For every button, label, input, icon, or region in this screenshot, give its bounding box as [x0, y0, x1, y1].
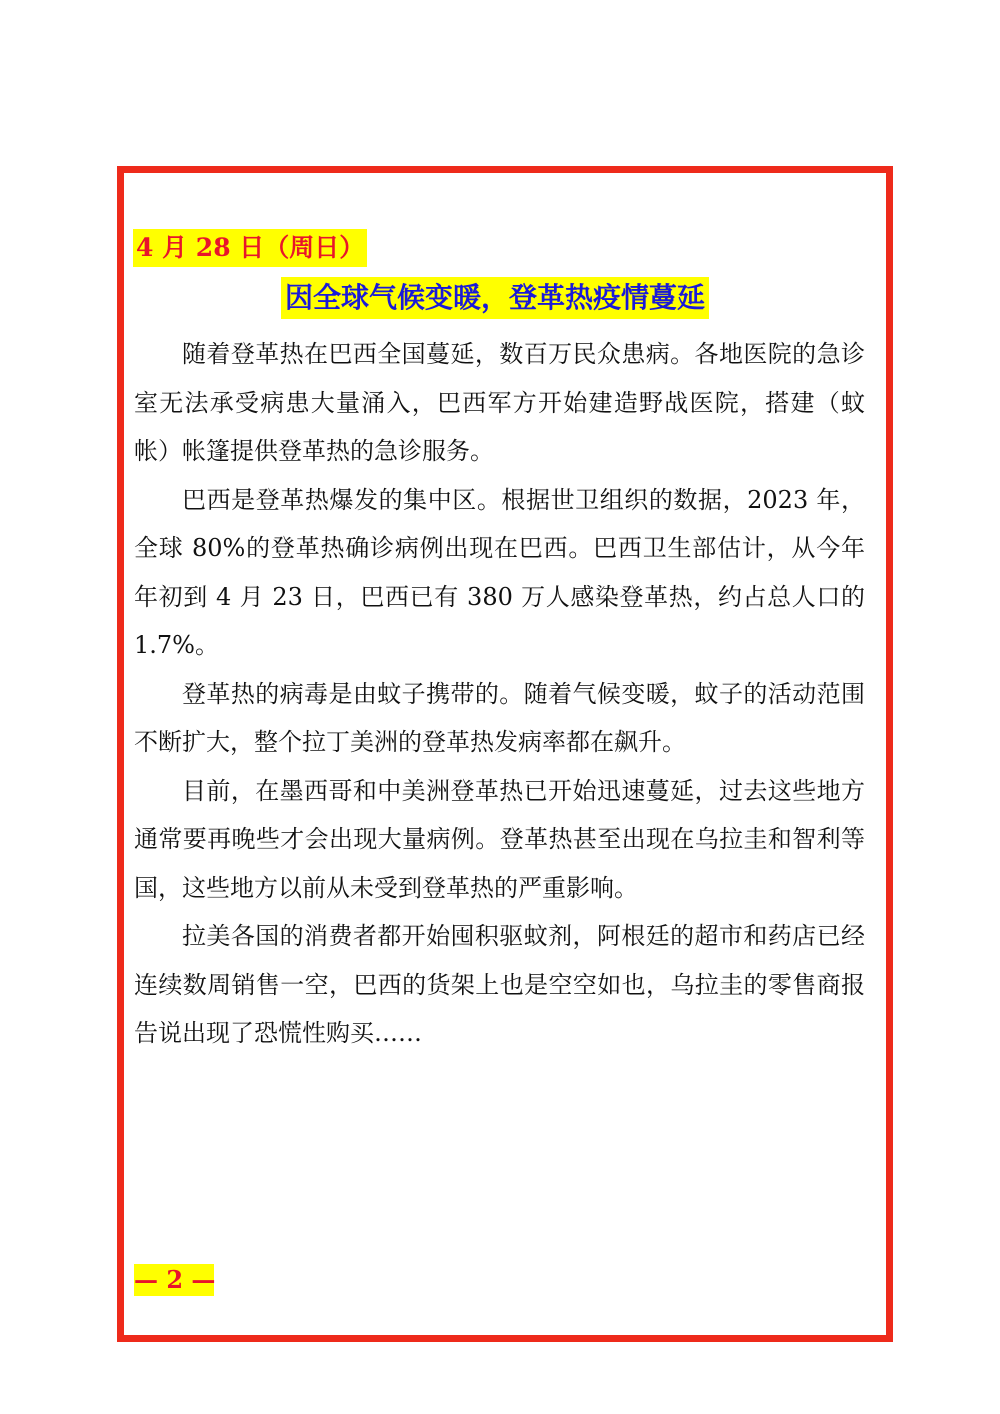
paragraph: 拉美各国的消费者都开始囤积驱蚊剂，阿根廷的超市和药店已经连续数周销售一空，巴西的货架上也是空空如也，乌拉圭的零售商报告说出现了恐慌性购买…… [134, 922, 865, 1047]
paragraph: 巴西是登革热爆发的集中区。根据世卫组织的数据，2023 年，全球 80%的登革热确诊病例出现在巴西。巴西卫生部估计，从今年年初到 4 月 23 日，巴西已有 380 万人感染登革热，约占总人口的 1.7%。 [134, 485, 865, 659]
article-headline: 因全球气候变暖，登革热疫情蔓延 [281, 277, 709, 319]
page-number: — 2 — [134, 1265, 216, 1294]
paragraph: 登革热的病毒是由蚊子携带的。随着气候变暖，蚊子的活动范围不断扩大，整个拉丁美洲的登革热发病率都在飙升。 [134, 679, 865, 756]
paragraph: 目前，在墨西哥和中美洲登革热已开始迅速蔓延，过去这些地方通常要再晚些才会出现大量病例。登革热甚至出现在乌拉圭和智利等国，这些地方以前从未受到登革热的严重影响。 [134, 776, 865, 902]
article-body [134, 330, 865, 1058]
paragraph: 随着登革热在巴西全国蔓延，数百万民众患病。各地医院的急诊室无法承受病患大量涌入，巴西军方开始建造野战医院，搭建（蚊帐）帐篷提供登革热的急诊服务。 [134, 340, 865, 465]
date-line: 4 月 28 日（周日） [133, 229, 367, 267]
